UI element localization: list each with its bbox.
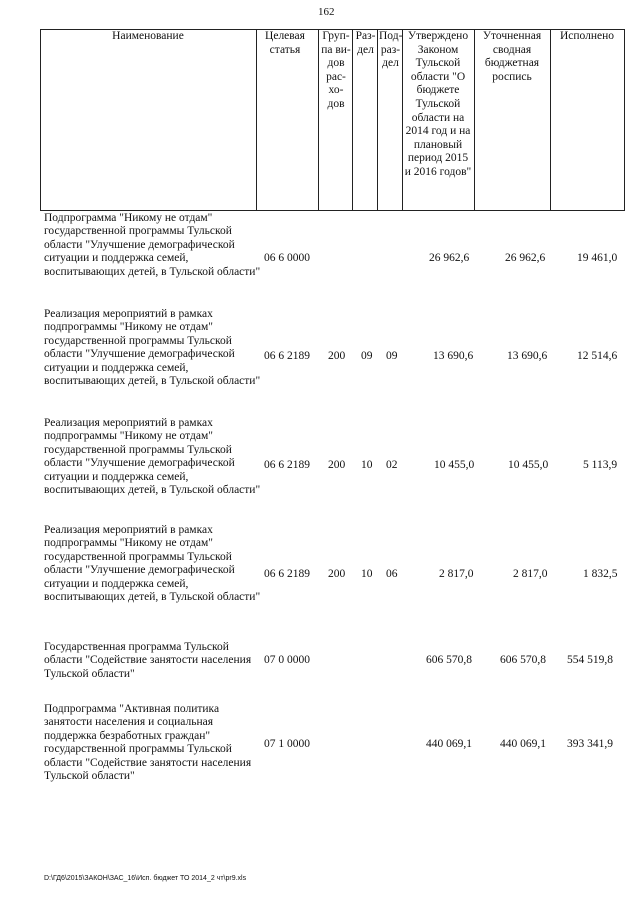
- header-name: Наименование: [112, 30, 184, 42]
- row-name: Государственная программа Тульской области "Содействие занятости населения Тульской области": [44, 641, 252, 680]
- header-section: Раз- дел: [355, 30, 376, 56]
- row-article: 07 1 0000: [264, 738, 310, 750]
- header-bottom-border: [40, 210, 625, 211]
- row-approved: 440 069,1: [426, 738, 472, 750]
- header-subsection: Под- раз- дел: [379, 30, 403, 70]
- row-section: 10: [361, 459, 373, 471]
- row-approved: 26 962,6: [429, 252, 470, 264]
- row-article: 06 6 2189: [264, 568, 310, 580]
- header-divider: [318, 29, 319, 211]
- row-group: 200: [328, 568, 346, 580]
- header-divider: [352, 29, 353, 211]
- header-executed: Исполнено: [559, 30, 615, 42]
- header-divider: [624, 29, 625, 211]
- header-divider: [550, 29, 551, 211]
- row-name: Реализация мероприятий в рамках подпрограммы "Никому не отдам" государственной программы Тульской области "Улучшение демографической ситуации и поддержка семей, воспитывающих детей, в Тульской области": [44, 417, 261, 497]
- row-refined: 10 455,0: [508, 459, 549, 471]
- row-name: Подпрограмма "Никому не отдам" государственной программы Тульской области "Улучшение демографической ситуации и поддержка семей, воспитывающих детей, в Тульской области": [44, 212, 261, 278]
- row-article: 06 6 2189: [264, 350, 310, 362]
- row-refined: 2 817,0: [513, 568, 548, 580]
- header-divider: [377, 29, 378, 211]
- file-path-footer: D:\ГД6\2015\ЗАКОН\ЗАС_16\Исп. бюджет ТО 2014_2 чт\pr9.xls: [44, 875, 247, 882]
- row-executed: 554 519,8: [567, 654, 613, 666]
- row-section: 10: [361, 568, 373, 580]
- row-article: 06 6 2189: [264, 459, 310, 471]
- row-subsection: 09: [386, 350, 398, 362]
- row-executed: 393 341,9: [567, 738, 613, 750]
- row-subsection: 06: [386, 568, 398, 580]
- page-number: 162: [318, 6, 335, 18]
- row-approved: 13 690,6: [433, 350, 474, 362]
- row-refined: 13 690,6: [507, 350, 548, 362]
- row-section: 09: [361, 350, 373, 362]
- row-approved: 2 817,0: [439, 568, 474, 580]
- row-name: Реализация мероприятий в рамках подпрограммы "Никому не отдам" государственной программы Тульской области "Улучшение демографической ситуации и поддержка семей, воспитывающих детей, в Тульской области": [44, 524, 261, 604]
- header-target-article: Целевая статья: [265, 30, 305, 56]
- row-executed: 5 113,9: [583, 459, 618, 471]
- row-refined: 440 069,1: [500, 738, 546, 750]
- row-article: 06 6 0000: [264, 252, 310, 264]
- header-refined: Уточненная сводная бюджетная роспись: [482, 30, 542, 83]
- row-executed: 1 832,5: [583, 568, 618, 580]
- row-article: 07 0 0000: [264, 654, 310, 666]
- row-approved: 606 570,8: [426, 654, 472, 666]
- row-name: Подпрограмма "Активная политика занятости населения и социальная поддержка безработных граждан" государственной программы Тульской области "Содействие занятости населения Тульской области": [44, 703, 252, 783]
- row-subsection: 02: [386, 459, 398, 471]
- row-executed: 12 514,6: [577, 350, 618, 362]
- row-approved: 10 455,0: [434, 459, 475, 471]
- row-refined: 26 962,6: [505, 252, 546, 264]
- header-divider: [474, 29, 475, 211]
- row-refined: 606 570,8: [500, 654, 546, 666]
- row-group: 200: [328, 350, 346, 362]
- header-divider: [402, 29, 403, 211]
- header-divider: [40, 29, 41, 211]
- header-divider: [256, 29, 257, 211]
- row-name: Реализация мероприятий в рамках подпрограммы "Никому не отдам" государственной программы Тульской области "Улучшение демографической ситуации и поддержка семей, воспитывающих детей, в Тульской области": [44, 308, 261, 388]
- header-approved: Утверждено Законом Тульской области "О бюджете Тульской области на 2014 год и на плановый период 2015 и 2016 годов": [404, 30, 472, 178]
- header-expense-group: Груп- па ви- дов рас- хо- дов: [321, 30, 351, 110]
- row-executed: 19 461,0: [577, 252, 618, 264]
- row-group: 200: [328, 459, 346, 471]
